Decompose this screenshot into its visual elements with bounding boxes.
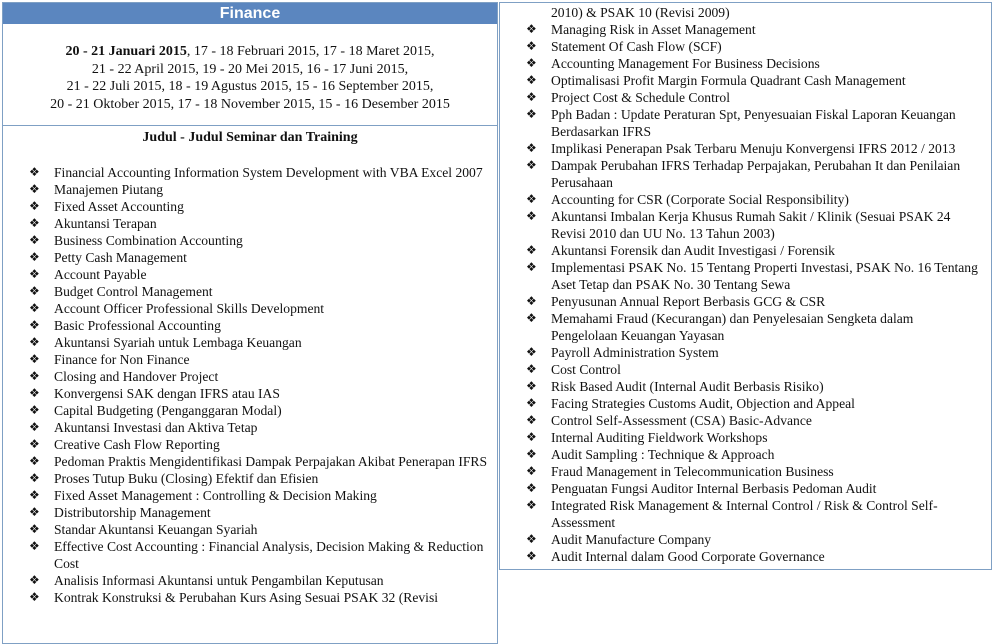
diamond-bullet-icon: ❖: [29, 352, 40, 366]
diamond-bullet-icon: ❖: [29, 420, 40, 434]
list-item-label: Akuntansi Terapan: [54, 216, 157, 231]
diamond-bullet-icon: ❖: [29, 505, 40, 519]
list-item-label: Control Self-Assessment (CSA) Basic-Advance: [551, 413, 812, 428]
list-item-label: Manajemen Piutang: [54, 182, 164, 197]
list-item-label: Akuntansi Forensik dan Audit Investigasi / Forensik: [551, 243, 835, 258]
diamond-bullet-icon: ❖: [526, 498, 537, 512]
list-item: [526, 208, 983, 242]
list-item-label: Cost Control: [551, 362, 621, 377]
dates-line-1-rest: , 17 - 18 Februari 2015, 17 - 18 Maret 2015,: [186, 44, 435, 59]
seminar-list-right: [500, 21, 991, 565]
diamond-bullet-icon: ❖: [29, 369, 40, 383]
diamond-bullet-icon: ❖: [29, 437, 40, 451]
diamond-bullet-icon: ❖: [526, 345, 537, 359]
list-item-label: Risk Based Audit (Internal Audit Berbasis Risiko): [551, 379, 824, 394]
list-item: [526, 497, 983, 531]
list-item: [526, 395, 983, 412]
dates-line-3: 21 - 22 Juli 2015, 18 - 19 Agustus 2015, 15 - 16 September 2015,: [66, 79, 434, 94]
list-item: [526, 548, 983, 565]
list-item-label: Distributorship Management: [54, 505, 211, 520]
dates-first: 20 - 21 Januari 2015: [65, 44, 187, 59]
diamond-bullet-icon: ❖: [526, 481, 537, 495]
list-item: [526, 72, 983, 89]
diamond-bullet-icon: ❖: [29, 182, 40, 196]
list-item-label: Fixed Asset Accounting: [54, 199, 184, 214]
diamond-bullet-icon: ❖: [29, 590, 40, 604]
list-item: [526, 531, 983, 548]
list-item-label: Account Payable: [54, 267, 147, 282]
list-item-label: Proses Tutup Buku (Closing) Efektif dan Efisien: [54, 471, 319, 486]
list-item-label: Creative Cash Flow Reporting: [54, 437, 220, 452]
diamond-bullet-icon: ❖: [526, 39, 537, 53]
diamond-bullet-icon: ❖: [29, 284, 40, 298]
dates-line-1: [3, 43, 497, 61]
list-item: [526, 412, 983, 429]
finance-panel: [2, 2, 498, 644]
list-item: [29, 538, 489, 572]
diamond-bullet-icon: ❖: [526, 73, 537, 87]
list-item: [29, 232, 489, 249]
list-item: [29, 300, 489, 317]
schedule-dates: [3, 24, 497, 126]
diamond-bullet-icon: ❖: [29, 573, 40, 587]
diamond-bullet-icon: ❖: [29, 403, 40, 417]
diamond-bullet-icon: ❖: [526, 464, 537, 478]
diamond-bullet-icon: ❖: [29, 335, 40, 349]
list-item: [526, 480, 983, 497]
list-item: [29, 215, 489, 232]
diamond-bullet-icon: ❖: [526, 56, 537, 70]
list-item-label: Akuntansi Investasi dan Aktiva Tetap: [54, 420, 258, 435]
dates-line-2: 21 - 22 April 2015, 19 - 20 Mei 2015, 16 - 17 Juni 2015,: [91, 61, 409, 77]
list-item-label: Audit Manufacture Company: [551, 532, 712, 547]
list-item-label: Finance for Non Finance: [54, 352, 190, 367]
list-item: [29, 453, 489, 470]
diamond-bullet-icon: ❖: [526, 532, 537, 546]
list-item-label: Konvergensi SAK dengan IFRS atau IAS: [54, 386, 280, 401]
list-item: [29, 368, 489, 385]
finance-panel-continued: [499, 2, 992, 570]
list-item-label: Effective Cost Accounting : Financial Analysis, Decision Making & Reduction Cost: [54, 539, 484, 571]
diamond-bullet-icon: ❖: [526, 549, 537, 563]
list-item: [29, 181, 489, 198]
list-item: [29, 266, 489, 283]
diamond-bullet-icon: ❖: [526, 413, 537, 427]
diamond-bullet-icon: ❖: [29, 216, 40, 230]
list-item-label: Penguatan Fungsi Auditor Internal Berbasis Pedoman Audit: [551, 481, 877, 496]
diamond-bullet-icon: ❖: [29, 267, 40, 281]
diamond-bullet-icon: ❖: [29, 471, 40, 485]
list-item-label: Implikasi Penerapan Psak Terbaru Menuju Konvergensi IFRS 2012 / 2013: [551, 141, 956, 156]
list-item-label: Memahami Fraud (Kecurangan) dan Penyelesaian Sengketa dalam Pengelolaan Keuangan Yayasan: [551, 311, 914, 343]
list-item-label: Statement Of Cash Flow (SCF): [551, 39, 722, 54]
list-item-label: Facing Strategies Customs Audit, Objection and Appeal: [551, 396, 855, 411]
diamond-bullet-icon: ❖: [29, 233, 40, 247]
list-item-label: Fixed Asset Management : Controlling & Decision Making: [54, 488, 377, 503]
list-item: [29, 249, 489, 266]
diamond-bullet-icon: ❖: [29, 250, 40, 264]
list-item-label: Internal Auditing Fieldwork Workshops: [551, 430, 768, 445]
list-item-label: Accounting for CSR (Corporate Social Responsibility): [551, 192, 849, 207]
list-item: [526, 446, 983, 463]
panel-title: Finance: [3, 3, 497, 24]
list-item: [29, 385, 489, 402]
list-item: [29, 351, 489, 368]
diamond-bullet-icon: ❖: [526, 158, 537, 172]
list-item: [526, 310, 983, 344]
list-item-label: Petty Cash Management: [54, 250, 187, 265]
list-item-label: Financial Accounting Information System Development with VBA Excel 2007: [54, 165, 483, 180]
diamond-bullet-icon: ❖: [526, 447, 537, 461]
list-item: [526, 21, 983, 38]
list-item: [29, 504, 489, 521]
diamond-bullet-icon: ❖: [526, 294, 537, 308]
list-item: [526, 191, 983, 208]
list-item: [526, 361, 983, 378]
list-item-label: Capital Budgeting (Penganggaran Modal): [54, 403, 282, 418]
diamond-bullet-icon: ❖: [526, 311, 537, 325]
list-item-label: Implementasi PSAK No. 15 Tentang Properti Investasi, PSAK No. 16 Tentang Aset Tetap dan PSAK No. 30 Tentang Sewa: [551, 260, 978, 292]
list-item-label: Payroll Administration System: [551, 345, 719, 360]
diamond-bullet-icon: ❖: [29, 386, 40, 400]
list-item-label: Fraud Management in Telecommunication Business: [551, 464, 834, 479]
list-item: [29, 589, 489, 606]
list-item-label: Account Officer Professional Skills Development: [54, 301, 325, 316]
list-item: [29, 436, 489, 453]
list-item-label: Audit Sampling : Technique & Approach: [551, 447, 775, 462]
diamond-bullet-icon: ❖: [526, 107, 537, 121]
list-item: [29, 402, 489, 419]
list-item-label: Business Combination Accounting: [54, 233, 243, 248]
list-item: [29, 334, 489, 351]
list-item: [526, 242, 983, 259]
seminar-list-left: [3, 164, 497, 606]
diamond-bullet-icon: ❖: [29, 539, 40, 553]
diamond-bullet-icon: ❖: [526, 141, 537, 155]
list-item-label: Managing Risk in Asset Management: [551, 22, 756, 37]
list-item-label: Accounting Management For Business Decisions: [551, 56, 820, 71]
section-heading: Judul - Judul Seminar dan Training: [142, 130, 358, 145]
diamond-bullet-icon: ❖: [29, 522, 40, 536]
list-item-label: Penyusunan Annual Report Berbasis GCG & CSR: [551, 294, 826, 309]
list-item: [526, 55, 983, 72]
diamond-bullet-icon: ❖: [526, 362, 537, 376]
list-item: [29, 572, 489, 589]
list-item: [526, 106, 983, 140]
list-item: [29, 470, 489, 487]
list-item-label: Dampak Perubahan IFRS Terhadap Perpajakan, Perubahan It dan Penilaian Perusahaan: [551, 158, 961, 190]
list-item-label: Akuntansi Imbalan Kerja Khusus Rumah Sakit / Klinik (Sesuai PSAK 24 Revisi 2010 dan UU No. 13 Tahun 2003): [551, 209, 951, 241]
diamond-bullet-icon: ❖: [29, 454, 40, 468]
list-item: [29, 283, 489, 300]
list-item: [29, 164, 489, 181]
list-item-label: Integrated Risk Management & Internal Control / Risk & Control Self-Assessment: [551, 498, 938, 530]
list-item-label: Budget Control Management: [54, 284, 213, 299]
diamond-bullet-icon: ❖: [526, 260, 537, 274]
list-item: [526, 293, 983, 310]
list-item-label: Audit Internal dalam Good Corporate Governance: [551, 549, 825, 564]
list-item-label: Project Cost & Schedule Control: [551, 90, 730, 105]
diamond-bullet-icon: ❖: [29, 488, 40, 502]
diamond-bullet-icon: ❖: [29, 165, 40, 179]
diamond-bullet-icon: ❖: [29, 301, 40, 315]
dates-line-4: 20 - 21 Oktober 2015, 17 - 18 November 2015, 15 - 16 Desember 2015: [50, 96, 450, 112]
list-item: [526, 344, 983, 361]
list-item-label: Basic Professional Accounting: [54, 318, 221, 333]
list-item: [29, 198, 489, 215]
list-item-label: Kontrak Konstruksi & Perubahan Kurs Asing Sesuai PSAK 32 (Revisi: [54, 590, 439, 605]
diamond-bullet-icon: ❖: [29, 199, 40, 213]
list-item: [526, 140, 983, 157]
list-item: [29, 419, 489, 436]
list-item: [29, 521, 489, 538]
list-item: [29, 487, 489, 504]
diamond-bullet-icon: ❖: [526, 209, 537, 223]
list-item-label: Pph Badan : Update Peraturan Spt, Penyesuaian Fiskal Laporan Keuangan Berdasarkan IFRS: [551, 107, 956, 139]
list-item-label: Analisis Informasi Akuntansi untuk Pengambilan Keputusan: [54, 573, 384, 588]
diamond-bullet-icon: ❖: [526, 22, 537, 36]
list-item: [526, 378, 983, 395]
list-item-label: Optimalisasi Profit Margin Formula Quadrant Cash Management: [551, 73, 906, 88]
list-item: [526, 259, 983, 293]
diamond-bullet-icon: ❖: [526, 379, 537, 393]
diamond-bullet-icon: ❖: [526, 90, 537, 104]
diamond-bullet-icon: ❖: [526, 192, 537, 206]
diamond-bullet-icon: ❖: [526, 430, 537, 444]
diamond-bullet-icon: ❖: [526, 243, 537, 257]
list-item: [526, 157, 983, 191]
list-item-label: Akuntansi Syariah untuk Lembaga Keuangan: [54, 335, 302, 350]
diamond-bullet-icon: ❖: [526, 396, 537, 410]
list-item-label: Pedoman Praktis Mengidentifikasi Dampak Perpajakan Akibat Penerapan IFRS: [54, 454, 488, 469]
list-item: [526, 38, 983, 55]
diamond-bullet-icon: ❖: [29, 318, 40, 332]
list-item: [526, 463, 983, 480]
list-item: [29, 317, 489, 334]
list-item-label: Standar Akuntansi Keuangan Syariah: [54, 522, 258, 537]
list-item-label: Closing and Handover Project: [54, 369, 219, 384]
list-item: [526, 429, 983, 446]
list-continuation: 2010) & PSAK 10 (Revisi 2009): [551, 5, 730, 20]
list-item: [526, 89, 983, 106]
